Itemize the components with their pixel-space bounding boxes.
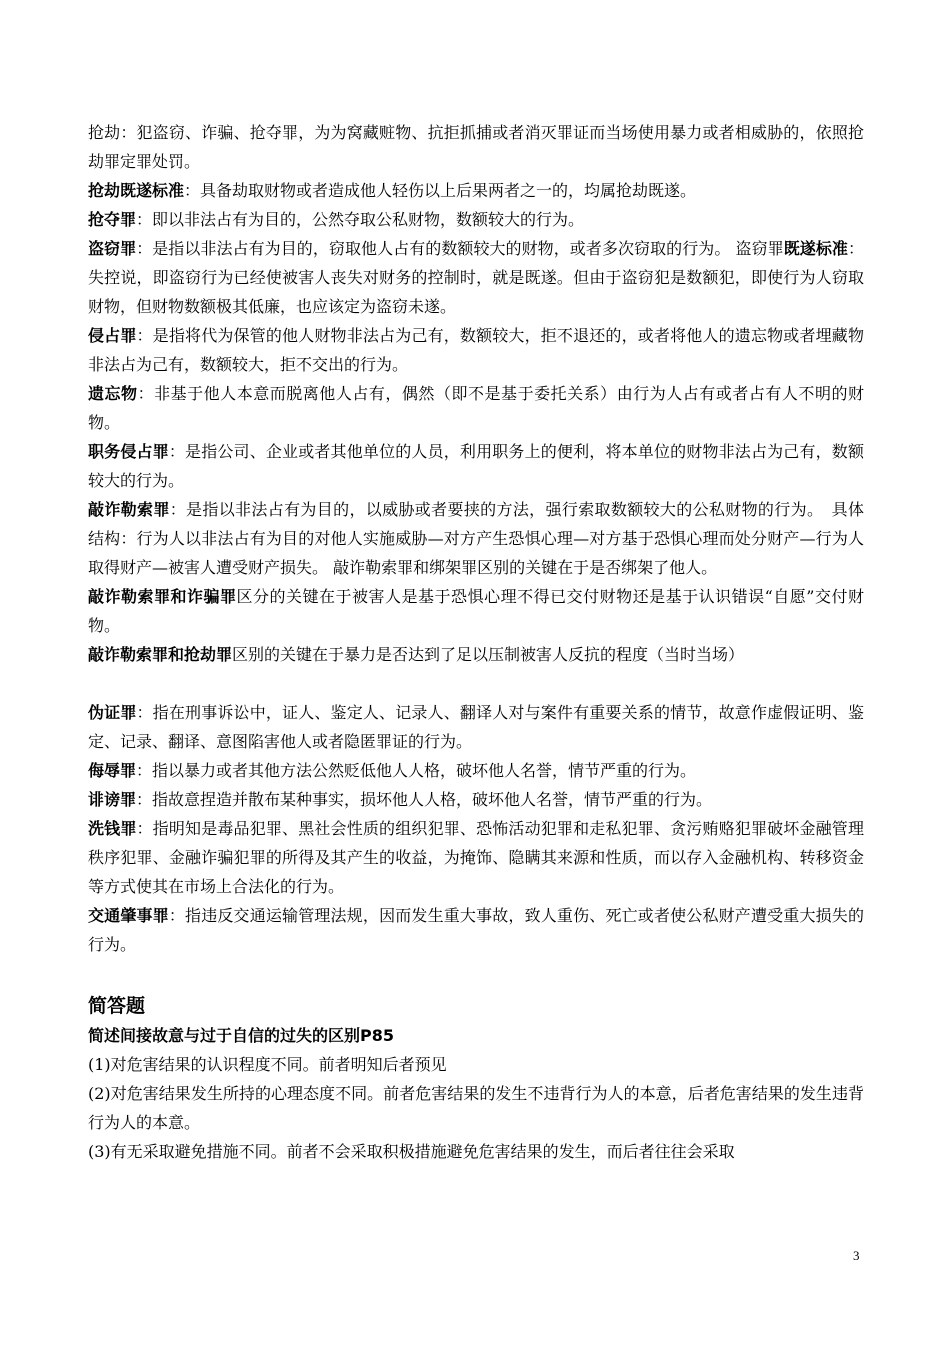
- answer-item: (1)对危害结果的认识程度不同。前者明知后者预见: [88, 1055, 447, 1074]
- term-label: 洗钱罪: [88, 819, 137, 838]
- document-page: [88, 118, 864, 1166]
- paragraph-text: ：指明知是毒品犯罪、黑社会性质的组织犯罪、恐怖活动犯罪和走私犯罪、贪污贿赂犯罪破坏金融管理秩序犯罪、金融诈骗犯罪的所得及其产生的收益，为掩饰、隐瞒其来源和性质，而以存入金融机构、转移资金等方式使其在市场上合法化的行为。: [88, 819, 864, 896]
- paragraph-text: ：指以暴力或者其他方法公然贬低他人人格，破坏他人名誉，情节严重的行为。: [136, 761, 697, 780]
- paragraph-text: 抢劫：犯盗窃、诈骗、抢夺罪，为为窝藏赃物、抗拒抓捕或者消灭罪证而当场使用暴力或者相威胁的，依照抢劫罪定罪处罚。: [88, 123, 864, 171]
- paragraph-traffic-accident: [88, 901, 864, 959]
- answer-item: (2)对危害结果发生所持的心理态度不同。前者危害结果的发生不违背行为人的本意，后者危害结果的发生违背行为人的本意。: [88, 1084, 864, 1132]
- question-heading: 简述间接故意与过于自信的过失的区别P85: [88, 1026, 394, 1045]
- term-label: 伪证罪: [88, 703, 137, 722]
- paragraph-robbery-completion: [88, 176, 864, 205]
- paragraph-defamation: [88, 785, 864, 814]
- paragraph-text: ：指违反交通运输管理法规，因而发生重大事故，致人重伤、死亡或者使公私财产遭受重大损失的行为。: [88, 906, 864, 954]
- paragraph-text: ：具备劫取财物或者造成他人轻伤以上后果两者之一的，均属抢劫既遂。: [184, 181, 697, 200]
- paragraph-text: 区分的关键在于被害人是基于恐惧心理不得已交付财物还是基于认识错误“自愿”交付财物。: [88, 587, 864, 635]
- term-label: 诽谤罪: [88, 790, 137, 809]
- paragraph-money-laundering: [88, 814, 864, 901]
- term-label: 遗忘物: [88, 384, 138, 403]
- paragraph-text: ：是指将代为保管的他人财物非法占为己有，数额较大，拒不退还的，或者将他人的遗忘物或者埋藏物非法占为己有，数额较大，拒不交出的行为。: [88, 326, 864, 374]
- paragraph-text: ：指在刑事诉讼中，证人、鉴定人、记录人、翻译人对与案件有重要关系的情节，故意作虚假证明、鉴定、记录、翻译、意图陷害他人或者隐匿罪证的行为。: [88, 703, 864, 751]
- section-title: 简答题: [88, 995, 146, 1017]
- term-label: 侮辱罪: [88, 761, 137, 780]
- paragraph-text: ：即以非法占有为目的，公然夺取公私财物，数额较大的行为。: [136, 210, 585, 229]
- paragraph-insult: [88, 756, 864, 785]
- paragraph-embezzlement: [88, 321, 864, 379]
- paragraph-text: ：非基于他人本意而脱离他人占有，偶然（即不是基于委托关系）由行为人占有或者占有人不明的财物。: [88, 384, 864, 432]
- term-label: 既遂标准: [783, 239, 848, 258]
- paragraph-extortion-vs-robbery: [88, 640, 864, 669]
- paragraph-text: ：失控说，即盗窃行为已经使被害人丧失对财务的控制时，就是既遂。但由于盗窃犯是数额犯，即使行为人窃取财物，但财物数额极其低廉，也应该定为盗窃未遂。: [88, 239, 864, 316]
- term-label: 敲诈勒索罪和诈骗罪: [88, 587, 237, 606]
- page-number: 3: [853, 1248, 860, 1263]
- paragraph-lost-property: [88, 379, 864, 437]
- term-label: 抢夺罪: [88, 210, 137, 229]
- term-label: 交通肇事罪: [88, 906, 169, 925]
- paragraph-perjury: [88, 698, 864, 756]
- paragraph-snatching: [88, 205, 864, 234]
- paragraph-text: ：是指公司、企业或者其他单位的人员，利用职务上的便利，将本单位的财物非法占为己有，数额较大的行为。: [88, 442, 864, 490]
- paragraph-text: ：是指以非法占有为目的，窃取他人占有的数额较大的财物，或者多次窃取的行为。 盗窃罪: [136, 239, 784, 258]
- term-label: 敲诈勒索罪和抢劫罪: [88, 645, 233, 664]
- paragraph-extortion-vs-fraud: [88, 582, 864, 640]
- term-label: 抢劫既遂标准: [88, 181, 185, 200]
- paragraph-theft: [88, 234, 864, 321]
- paragraph-text: ：指故意捏造并散布某种事实，损坏他人人格，破坏他人名誉，情节严重的行为。: [136, 790, 713, 809]
- paragraph-text: 区别的关键在于暴力是否达到了足以压制被害人反抗的程度（当时当场）: [232, 645, 745, 664]
- blank-line: [88, 959, 864, 991]
- paragraph-job-embezzlement: [88, 437, 864, 495]
- blank-line: [88, 669, 864, 698]
- paragraph-extortion: [88, 495, 864, 582]
- paragraph-text: ：是指以非法占有为目的，以威胁或者要挟的方法，强行索取数额较大的公私财物的行为。 具体结构：行为人以非法占有为目的对他人实施威胁—对方产生恐惧心理—对方基于恐惧心理而处分财产—行为人取得财产—被害人遭受财产损失。 敲诈勒索罪和绑架罪区别的关键在于是否绑架了他人。: [88, 500, 864, 577]
- term-label: 侵占罪: [88, 326, 137, 345]
- term-label: 职务侵占罪: [88, 442, 169, 461]
- paragraph-robbery: [88, 118, 864, 176]
- term-label: 敲诈勒索罪: [88, 500, 170, 519]
- term-label: 盗窃罪: [88, 239, 137, 258]
- answer-item: (3)有无采取避免措施不同。前者不会采取积极措施避免危害结果的发生，而后者往往会采取: [88, 1142, 735, 1161]
